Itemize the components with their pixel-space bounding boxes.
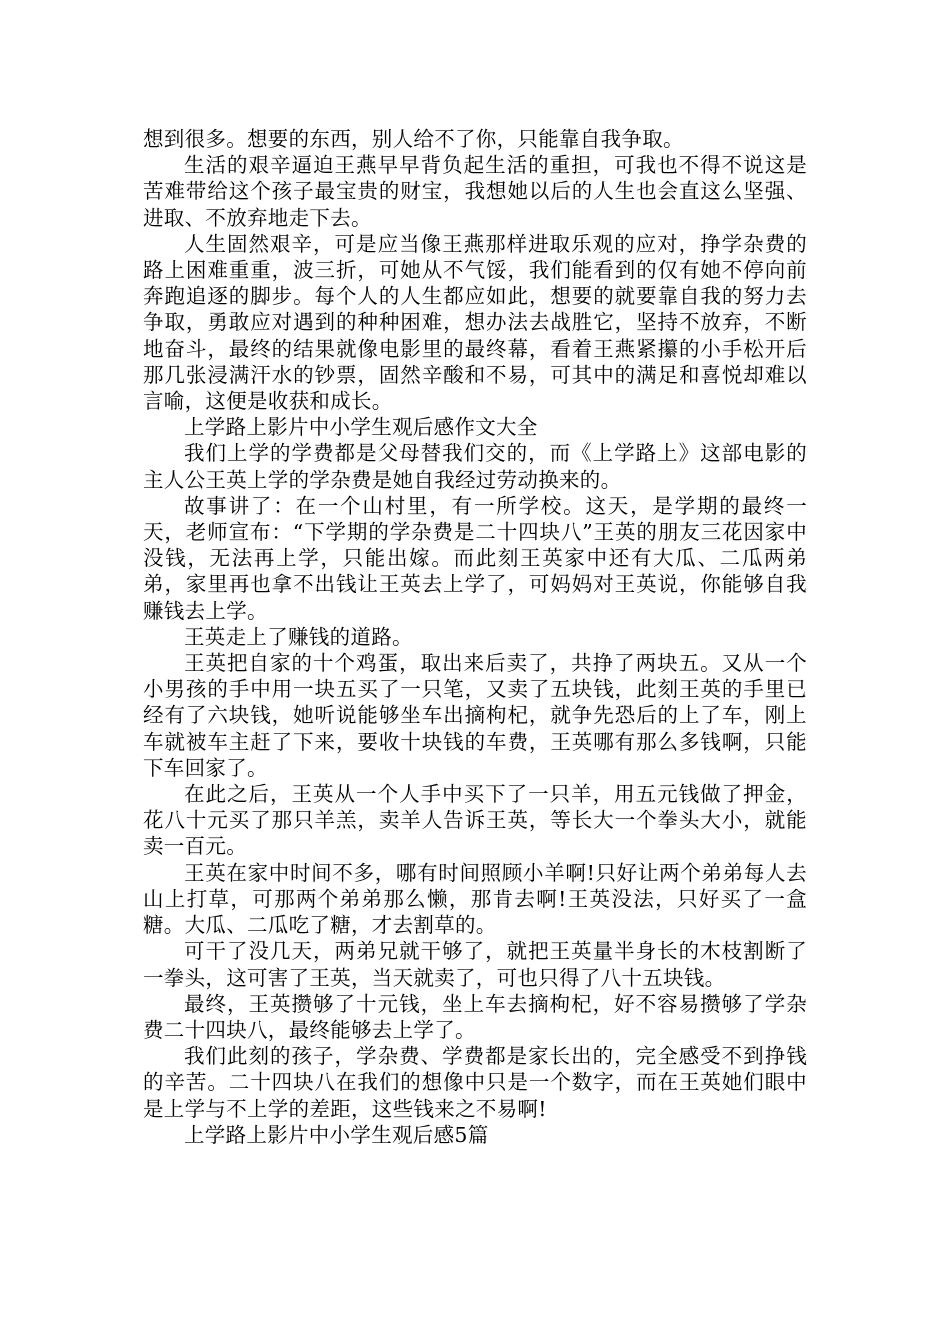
paragraph-13: 我们此刻的孩子，学杂费、学费都是家长出的，完全感受不到挣钱的辛苦。二十四块八在我们的想像中只是一个数字，而在王英她们眼中是上学与不上学的差距，这些钱来之不易啊! — [143, 1044, 807, 1121]
paragraph-2: 生活的艰辛逼迫王燕早早背负起生活的重担，可我也不得不说这是苦难带给这个孩子最宝贵的财宝，我想她以后的人生也会直这么坚强、进取、不放弃地走下去。 — [143, 153, 807, 230]
paragraph-3: 人生固然艰辛，可是应当像王燕那样进取乐观的应对，挣学杂费的路上困难重重，波三折，可她从不气馁，我们能看到的仅有她不停向前奔跑追逐的脚步。每个人的人生都应如此，想要的就要靠自我的努力去争取，勇敢应对遇到的种种困难，想办法去战胜它，坚持不放弃，不断地奋斗，最终的结果就像电影里的最终幕，看着王燕紧攥的小手松开后那几张浸满汗水的钞票，固然辛酸和不易，可其中的满足和喜悦却难以言喻，这便是收获和成长。 — [143, 231, 807, 414]
paragraph-6: 故事讲了：在一个山村里，有一所学校。这天，是学期的最终一天，老师宣布：“下学期的学杂费是二十四块八”王英的朋友三花因家中没钱，无法再上学，只能出嫁。而此刻王英家中还有大瓜、二瓜两弟弟，家里再也拿不出钱让王英去上学了，可妈妈对王英说，你能够自我赚钱去上学。 — [143, 493, 807, 623]
section-heading-essay-collection: 上学路上影片中小学生观后感作文大全 — [184, 415, 538, 440]
paragraph-12: 最终，王英攒够了十元钱，坐上车去摘枸杞，好不容易攒够了学杂费二十四块八，最终能够去上学了。 — [143, 991, 807, 1042]
paragraph-5: 我们上学的学费都是父母替我们交的，而《上学路上》这部电影的主人公王英上学的学杂费是她自我经过劳动换来的。 — [143, 441, 807, 492]
document-body — [143, 126, 807, 1148]
paragraph-7: 王英走上了赚钱的道路。 — [184, 624, 413, 649]
paragraph-9: 在此之后，王英从一个人手中买下了一只羊，用五元钱做了押金，花八十元买了那只羊羔，卖羊人告诉王英，等长大一个拳头大小，就能卖一百元。 — [143, 782, 807, 859]
paragraph-10: 王英在家中时间不多，哪有时间照顾小羊啊!只好让两个弟弟每人去山上打草，可那两个弟弟那么懒，那肯去啊!王英没法，只好买了一盒糖。大瓜、二瓜吃了糖，才去割草的。 — [143, 860, 807, 938]
paragraph-11: 可干了没几天，两弟兄就干够了，就把王英量半身长的木枝割断了一拳头，这可害了王英，当天就卖了，可也只得了八十五块钱。 — [143, 939, 807, 990]
paragraph-1: 想到很多。想要的东西，别人给不了你，只能靠自我争取。 — [143, 127, 684, 151]
section-heading-five-essays: 上学路上影片中小学生观后感5篇 — [184, 1122, 489, 1147]
paragraph-8: 王英把自家的十个鸡蛋，取出来后卖了，共挣了两块五。又从一个小男孩的手中用一块五买了一只笔，又卖了五块钱，此刻王英的手里已经有了六块钱，她听说能够坐车出摘枸杞，就争先恐后的上了车，刚上车就被车主赶了下来，要收十块钱的车费，王英哪有那么多钱啊，只能下车回家了。 — [143, 651, 807, 780]
